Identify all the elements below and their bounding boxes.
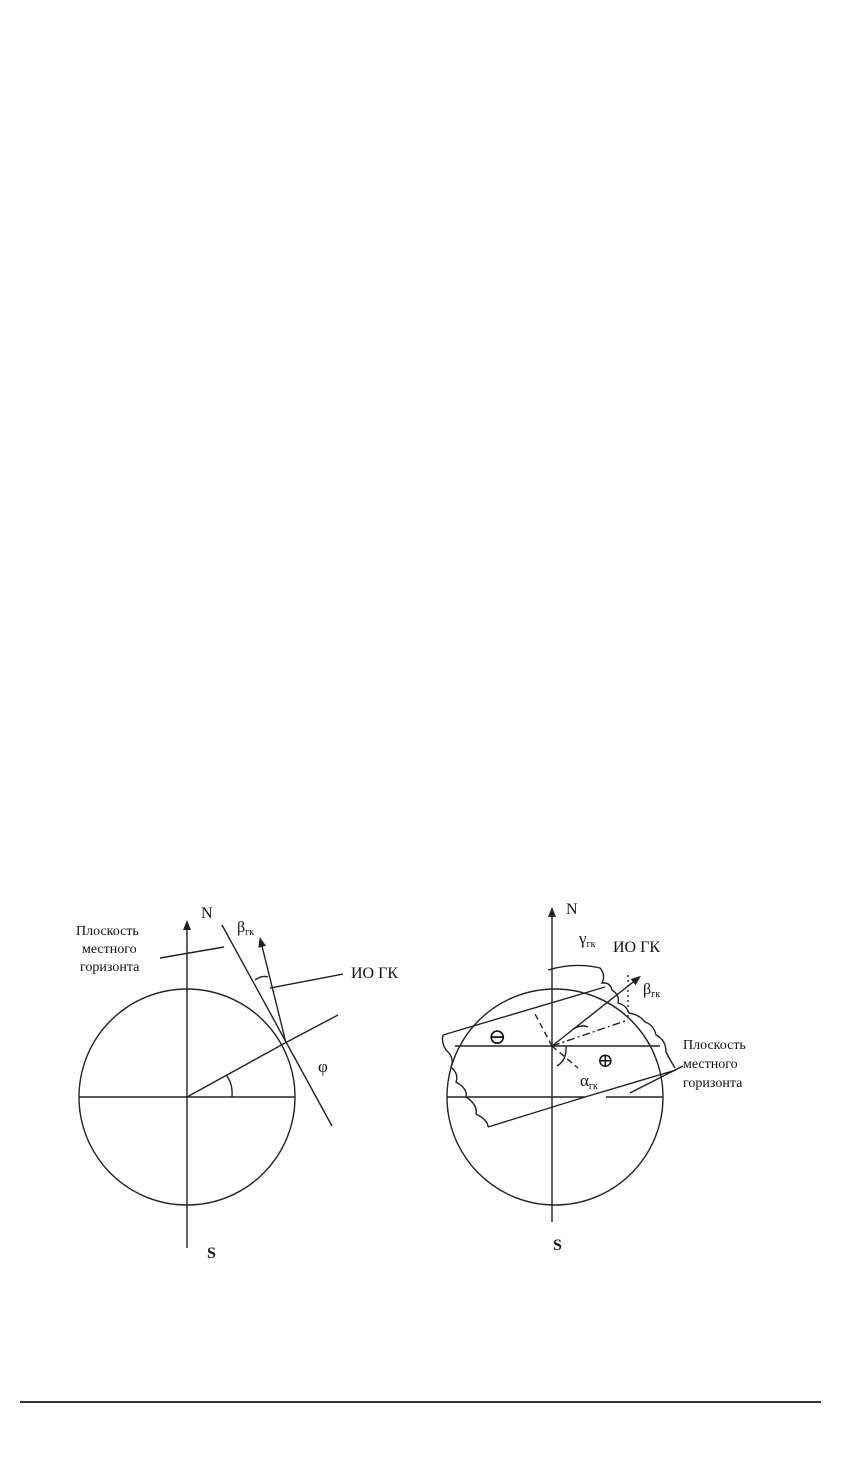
- right-alpha-label: [580, 1071, 598, 1092]
- right-plane-leader: [630, 1066, 683, 1093]
- right-beta-label: [643, 981, 660, 1000]
- left-north-label: N: [201, 905, 213, 922]
- left-beta-arc: [255, 976, 268, 980]
- left-beta-subscript: гк: [245, 927, 255, 938]
- right-gamma-label: [578, 929, 596, 950]
- right-alpha-symbol: α: [580, 1071, 589, 1090]
- right-plane-label-2: местного: [683, 1057, 738, 1072]
- right-horizon-projection-dashdot: [552, 1020, 628, 1046]
- left-plane-label-3: горизонта: [80, 960, 140, 975]
- left-tangent-line: [222, 925, 332, 1126]
- page-bottom-rule: [20, 1401, 821, 1403]
- left-south-label: S: [207, 1245, 216, 1262]
- right-minus-sign: ⊖: [488, 1024, 507, 1049]
- right-beta-symbol: β: [643, 981, 652, 998]
- right-io-gk-label: ИО ГК: [613, 939, 661, 956]
- right-plus-sign: ⊕: [597, 1050, 614, 1072]
- left-radius-extension: [285, 1015, 338, 1043]
- right-horizon-plane-left-edge: [442, 1035, 488, 1127]
- right-beta-subscript: гк: [651, 989, 661, 1000]
- right-north-label: N: [566, 901, 578, 918]
- right-south-label: S: [553, 1237, 562, 1254]
- right-gamma-arc: [573, 1026, 588, 1029]
- right-plane-label-3: горизонта: [683, 1076, 743, 1091]
- right-dashed-perpendicular-up: [535, 1014, 552, 1046]
- right-alpha-subscript: гк: [588, 1081, 598, 1092]
- left-gk-arrow: [261, 942, 286, 1043]
- right-alpha-arc: [557, 1046, 566, 1066]
- left-plane-label-2: местного: [82, 942, 137, 957]
- right-diagram: [442, 901, 745, 1254]
- left-plane-label-1: Плоскость: [76, 924, 139, 939]
- left-io-leader: [270, 974, 343, 988]
- left-latitude-arc: [226, 1075, 232, 1097]
- right-gamma-symbol: γ: [579, 929, 587, 948]
- left-diagram: [76, 905, 398, 1262]
- left-radius-line: [187, 1043, 285, 1097]
- left-phi-label: φ: [318, 1057, 328, 1076]
- left-io-gk-label: ИО ГК: [351, 965, 399, 982]
- right-plane-label-1: Плоскость: [683, 1038, 746, 1053]
- left-beta-symbol: β: [237, 919, 246, 936]
- left-plane-leader: [160, 947, 224, 958]
- right-gamma-subscript: гк: [586, 939, 596, 950]
- left-beta-label: [237, 919, 254, 938]
